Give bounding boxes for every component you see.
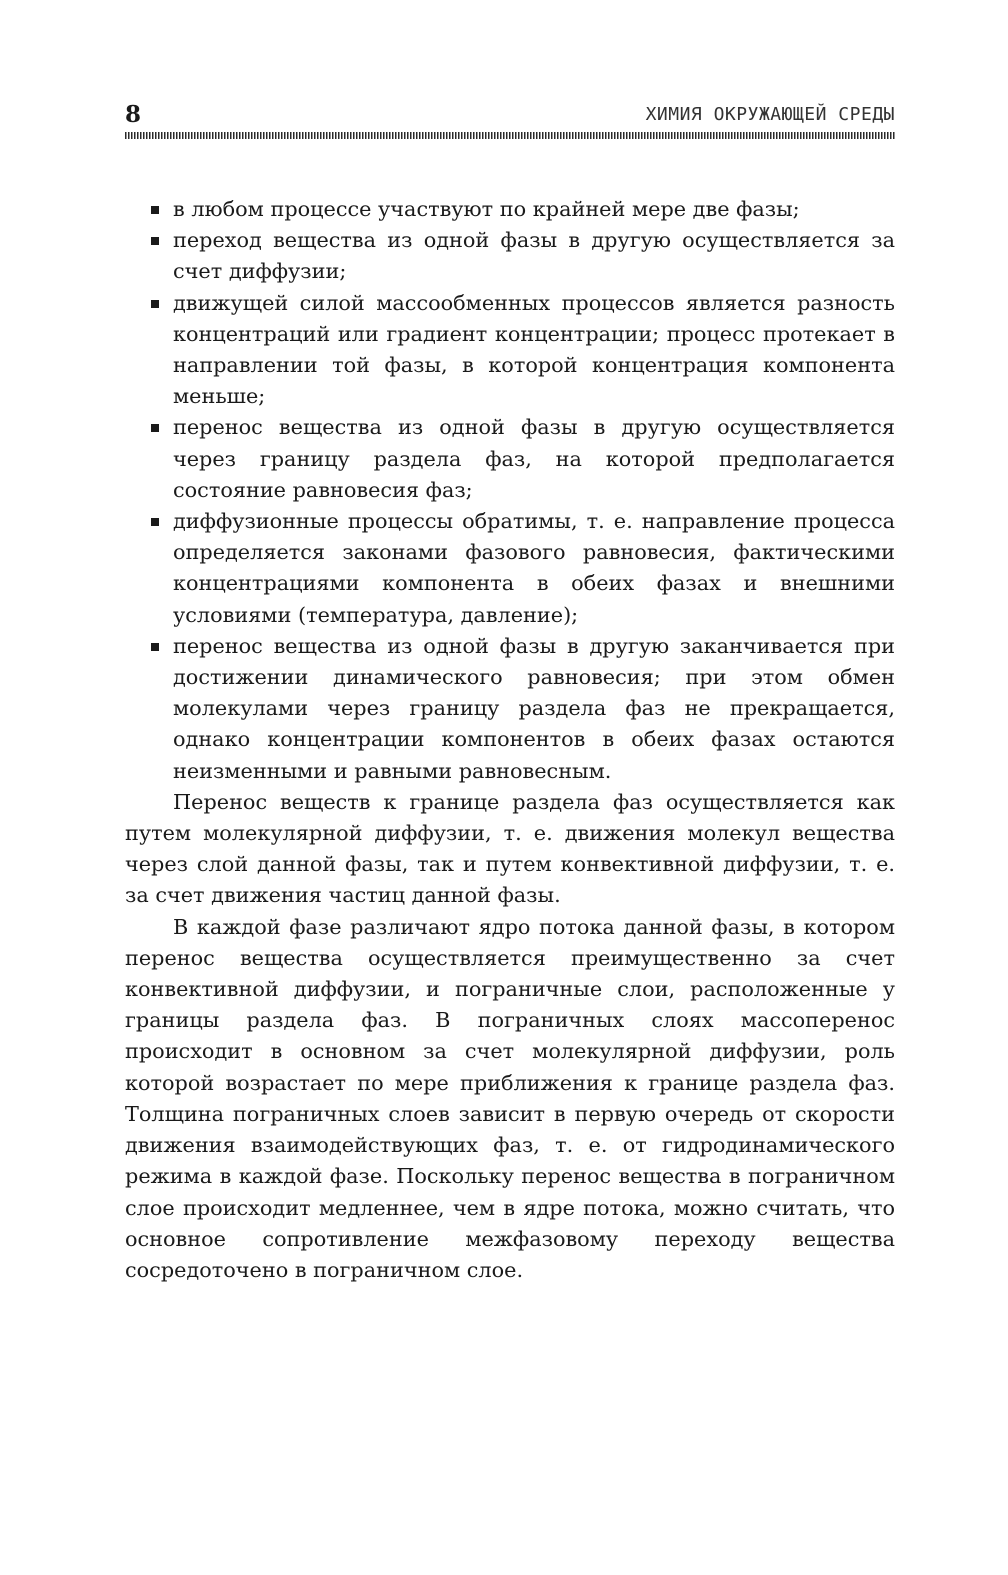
paragraph-boundary-layers: В каждой фазе различают ядро потока данной фазы, в котором перенос вещества осуществляется преимущественно за счет конвективной диффузии, и пограничные слои, расположенные у границы раздела фаз. В пограничных слоях массоперенос происходит в основном за счет молекулярной диффузии, роль которой возрастает по мере приближения к границе раздела фаз. Толщина пограничных слоев зависит в первую очередь от скорости движения взаимодействующих фаз, т. е. от гидродинамического режима в каждой фазе. Поскольку перенос вещества в пограничном слое происходит медленнее, чем в ядре потока, можно считать, что основное сопротивление межфазовому переходу вещества сосредоточено в пограничном слое. <box>125 914 895 1282</box>
bullet-list <box>125 194 895 787</box>
paragraph-mass-transfer: Перенос веществ к границе раздела фаз осуществляется как путем молекулярной диффузии, т. е. движения молекул вещества через слой данной фазы, так и путем конвективной диффузии, т. е. за счет движения частиц данной фазы. <box>125 789 895 908</box>
list-item-text: перенос вещества из одной фазы в другую заканчивается при достижении динамического равновесия; при этом обмен молекулами через границу раздела фаз не прекращается, однако концентрации компонентов в обеих фазах остаются неизменными и равными равновесным. <box>173 633 895 783</box>
book-title: ХИМИЯ ОКРУЖАЮЩЕЙ СРЕДЫ <box>645 104 895 125</box>
square-bullet-icon <box>151 424 159 432</box>
list-item-text: перенос вещества из одной фазы в другую осуществляется через границу раздела фаз, на которой предполагается состояние равновесия фаз; <box>173 415 895 502</box>
list-item-text: переход вещества из одной фазы в другую осуществляется за счет диффузии; <box>173 228 895 284</box>
list-item <box>125 506 895 631</box>
list-item <box>125 288 895 413</box>
page-body <box>125 194 895 1286</box>
book-page <box>125 96 895 1286</box>
square-bullet-icon <box>151 237 159 245</box>
list-item <box>125 194 895 225</box>
list-item <box>125 225 895 287</box>
square-bullet-icon <box>151 643 159 651</box>
square-bullet-icon <box>151 206 159 214</box>
list-item-text: движущей силой массообменных процессов является разность концентраций или градиент концентрации; процесс протекает в направлении той фазы, в которой концентрация компонента меньше; <box>173 290 895 409</box>
square-bullet-icon <box>151 518 159 526</box>
list-item-text: в любом процессе участвуют по крайней мере две фазы; <box>173 197 800 221</box>
running-head <box>125 96 895 130</box>
header-rule <box>125 132 895 139</box>
list-item <box>125 412 895 506</box>
list-item <box>125 631 895 787</box>
square-bullet-icon <box>151 300 159 308</box>
page-number: 8 <box>125 101 142 128</box>
list-item-text: диффузионные процессы обратимы, т. е. направление процесса определяется законами фазового равновесия, фактическими концентрациями компонента в обеих фазах и внешними условиями (температура, давление); <box>173 509 895 627</box>
